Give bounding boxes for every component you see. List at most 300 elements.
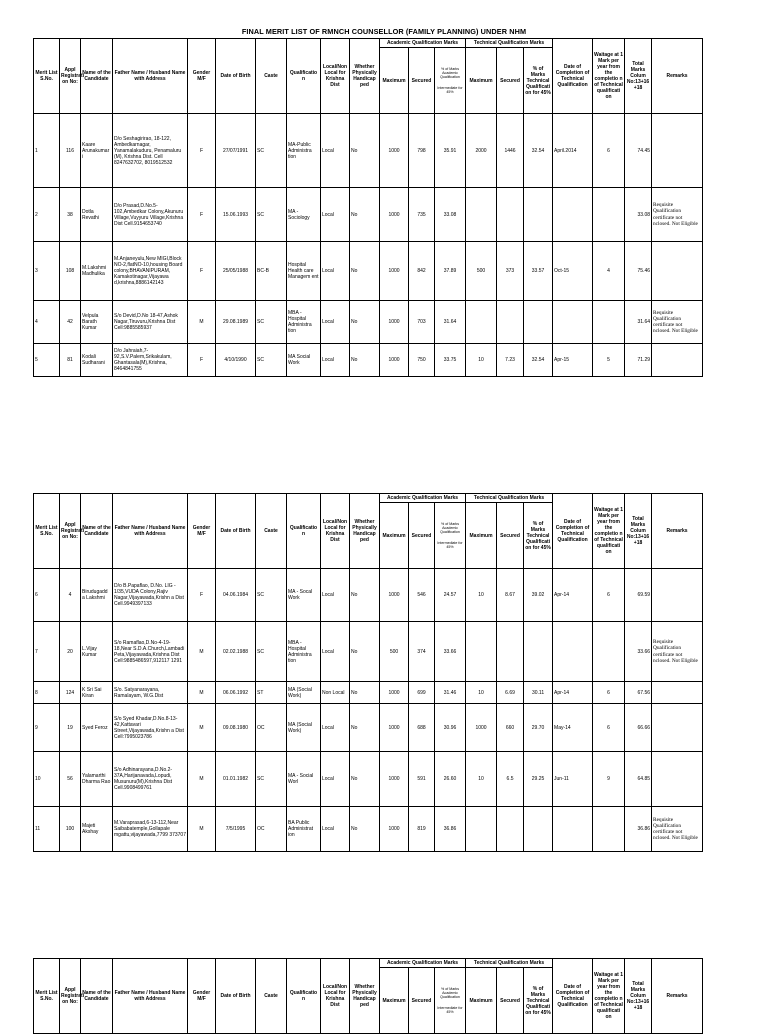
cell-appl: 116 [60, 114, 81, 188]
cell-dob: 02.02.1988 [216, 622, 256, 682]
cell-tpct: 32.54 [524, 114, 553, 188]
cell-local: Local [321, 242, 350, 301]
cell-comp: April.2014 [553, 114, 593, 188]
header-tech-secured: Secured [497, 48, 524, 114]
header-caste: Caste [256, 959, 287, 1034]
cell-qual: MBA - Hospital Administra tion [287, 622, 321, 682]
cell-ph: No [350, 569, 380, 622]
header-technical-group: Technical Qualification Marks [466, 959, 553, 968]
table-row [34, 569, 703, 622]
cell-appl: 4 [60, 569, 81, 622]
cell-tmax [466, 188, 497, 242]
table-row [34, 752, 703, 807]
cell-sec: 750 [409, 344, 435, 377]
header-tech-secured: Secured [497, 968, 524, 1034]
header-academic-group: Academic Qualification Marks [380, 494, 466, 503]
header-gender: Gender M/F [188, 494, 216, 569]
cell-sno: 4 [34, 301, 60, 344]
cell-tpct: 33.57 [524, 242, 553, 301]
cell-ph: No [350, 622, 380, 682]
cell-pct: 26.60 [435, 752, 466, 807]
cell-name: Dotla Revathi [81, 188, 113, 242]
cell-dob: 09.08.1980 [216, 704, 256, 752]
cell-remarks: Requisite Qualification certificate not nclosed. Not Eligible [652, 622, 703, 682]
cell-local: Local [321, 807, 350, 852]
cell-appl: 108 [60, 242, 81, 301]
cell-tpct: 32.54 [524, 344, 553, 377]
table-row [34, 242, 703, 301]
cell-local: Local [321, 114, 350, 188]
cell-pct: 35.91 [435, 114, 466, 188]
cell-qual: MA-Public Administra tion [287, 114, 321, 188]
cell-tpct: 39.02 [524, 569, 553, 622]
cell-tsec: 660 [497, 704, 524, 752]
cell-total: 33.66 [625, 622, 652, 682]
cell-ph: No [350, 807, 380, 852]
header-local: Local/Non Local for Krishna Dist [321, 39, 350, 114]
header-total: Total Marks Colum No:13+16 +18 [625, 39, 652, 114]
cell-total: 67.56 [625, 682, 652, 704]
cell-local: Local [321, 344, 350, 377]
header-academic-group: Academic Qualification Marks [380, 39, 466, 48]
cell-comp: Jun-11 [553, 752, 593, 807]
cell-local: Non Local [321, 682, 350, 704]
cell-caste: SC [256, 752, 287, 807]
cell-pct: 33.75 [435, 344, 466, 377]
cell-caste: OC [256, 807, 287, 852]
cell-max: 1000 [380, 188, 409, 242]
cell-wt: 5 [593, 344, 625, 377]
cell-caste: SC [256, 569, 287, 622]
cell-max: 1000 [380, 242, 409, 301]
cell-ph: No [350, 188, 380, 242]
header-caste: Caste [256, 494, 287, 569]
header-completion: Date of Completion of Technical Qualification [553, 494, 593, 569]
cell-ph: No [350, 682, 380, 704]
cell-tsec: 7.23 [497, 344, 524, 377]
header-pct-academic-label: % of Marks Academic Qualification [440, 66, 460, 80]
cell-tsec [497, 188, 524, 242]
header-completion: Date of Completion of Technical Qualification [553, 959, 593, 1034]
cell-dob: 29.08.1989 [216, 301, 256, 344]
cell-appl: 100 [60, 807, 81, 852]
cell-caste: SC [256, 344, 287, 377]
cell-gender: F [188, 344, 216, 377]
cell-caste: OC [256, 704, 287, 752]
cell-dob: 27/07/1991 [216, 114, 256, 188]
table-row [34, 188, 703, 242]
table-row [34, 301, 703, 344]
header-weightage: Waitage at 1 Mark per year from the completio n of Technical qualificati on [593, 39, 625, 114]
header-total: Total Marks Colum No:13+16 +18 [625, 959, 652, 1034]
cell-dob: 4/10/1990 [216, 344, 256, 377]
cell-pct: 33.66 [435, 622, 466, 682]
cell-sno: 5 [34, 344, 60, 377]
cell-qual: MBA - Hospital Administra tion [287, 301, 321, 344]
cell-pct: 37.89 [435, 242, 466, 301]
cell-name: Birudugadd a Lakshmi [81, 569, 113, 622]
cell-caste: SC [256, 114, 287, 188]
cell-father: D/o Prasad,D.No.5-102,Ambedkar Colony,Akunuru Village,Vuyyuru Village,Krishna Dist Cell.9154653740 [113, 188, 188, 242]
cell-name: Kaare Arunakumar i [81, 114, 113, 188]
cell-total: 36.86 [625, 807, 652, 852]
header-father: Father Name / Husband Name with Address [113, 959, 188, 1034]
cell-max: 1000 [380, 344, 409, 377]
cell-tmax: 2000 [466, 114, 497, 188]
header-dob: Date of Birth [216, 959, 256, 1034]
header-father: Father Name / Husband Name with Address [113, 494, 188, 569]
cell-tsec: 8.67 [497, 569, 524, 622]
cell-remarks [652, 242, 703, 301]
cell-appl: 81 [60, 344, 81, 377]
cell-sno: 11 [34, 807, 60, 852]
cell-sno: 10 [34, 752, 60, 807]
cell-local: Local [321, 188, 350, 242]
header-handicap: Whether Physically Handicap ped [350, 959, 380, 1034]
header-name: Name of the Candidate [81, 959, 113, 1034]
header-tech-maximum: Maximum [466, 503, 497, 569]
cell-total: 71.29 [625, 344, 652, 377]
cell-father: D/o Seshagirirao, 18-122, Ambedkarnagar, Yanamalakuduru, Penamaluru (M), Krishna Dist. Cell 8247632702, 8019512532 [113, 114, 188, 188]
merit-table-2 [33, 493, 703, 852]
cell-gender: F [188, 242, 216, 301]
cell-qual: MA Social Work [287, 344, 321, 377]
cell-tmax: 500 [466, 242, 497, 301]
header-pct-academic-label: % of Marks Academic Qualification [440, 986, 460, 1000]
cell-sec: 591 [409, 752, 435, 807]
header-pct-technical: % of Marks Technical Qualificati on for 45% [524, 968, 553, 1034]
cell-max: 500 [380, 622, 409, 682]
header-secured: Secured [409, 48, 435, 114]
header-merit-sno: Merit List S.No. [34, 494, 60, 569]
cell-tmax [466, 807, 497, 852]
cell-appl: 19 [60, 704, 81, 752]
cell-dob: 15.06.1993 [216, 188, 256, 242]
header-intermediate-label: Intermediate for 45% [437, 540, 463, 549]
cell-wt: 6 [593, 114, 625, 188]
cell-tsec: 1446 [497, 114, 524, 188]
header-gender: Gender M/F [188, 39, 216, 114]
cell-gender: M [188, 301, 216, 344]
cell-wt [593, 807, 625, 852]
cell-tpct: 30.11 [524, 682, 553, 704]
cell-father: S/o Adhinarayana,D.No.2-37A,Harijanavada,Lopudi, Musunuru(M),Krishna Dist Cell.9908499761 [113, 752, 188, 807]
cell-wt [593, 301, 625, 344]
header-gender: Gender M/F [188, 959, 216, 1034]
cell-remarks [652, 114, 703, 188]
cell-qual: MA - Social Worl [287, 752, 321, 807]
table-row [34, 114, 703, 188]
cell-sec: 819 [409, 807, 435, 852]
cell-caste: SC [256, 301, 287, 344]
cell-tmax: 1000 [466, 704, 497, 752]
page-title: FINAL MERIT LIST OF RMNCH COUNSELLOR (FAMILY PLANNING) UNDER NHM [241, 27, 527, 36]
header-academic-group: Academic Qualification Marks [380, 959, 466, 968]
cell-wt: 6 [593, 704, 625, 752]
header-secured: Secured [409, 503, 435, 569]
cell-wt: 4 [593, 242, 625, 301]
header-appl-reg: Appl Registrati on No: [60, 39, 81, 114]
cell-sno: 8 [34, 682, 60, 704]
cell-comp [553, 807, 593, 852]
header-maximum: Maximum [380, 503, 409, 569]
header-handicap: Whether Physically Handicap ped [350, 39, 380, 114]
cell-sec: 842 [409, 242, 435, 301]
cell-pct: 24.57 [435, 569, 466, 622]
cell-tmax: 10 [466, 569, 497, 622]
header-merit-sno: Merit List S.No. [34, 39, 60, 114]
cell-ph: No [350, 752, 380, 807]
header-father: Father Name / Husband Name with Address [113, 39, 188, 114]
cell-tsec: 373 [497, 242, 524, 301]
cell-max: 1000 [380, 752, 409, 807]
cell-pct: 33.08 [435, 188, 466, 242]
header-remarks: Remarks [652, 39, 703, 114]
cell-qual: MA (Social Work) [287, 682, 321, 704]
header-appl-reg: Appl Registrati on No: [60, 959, 81, 1034]
cell-gender: M [188, 704, 216, 752]
cell-pct: 31.64 [435, 301, 466, 344]
cell-sec: 688 [409, 704, 435, 752]
cell-father: D/o Jahraiah,7-92,S.V.Palem,Srikakulam, Ghantasala(M),Krishna, 8464841755 [113, 344, 188, 377]
cell-local: Local [321, 752, 350, 807]
cell-name: Yalamarthi Dharma Rao [81, 752, 113, 807]
cell-gender: F [188, 114, 216, 188]
cell-ph: No [350, 704, 380, 752]
cell-total: 74.45 [625, 114, 652, 188]
cell-sec: 699 [409, 682, 435, 704]
cell-qual: MA - Socal Work [287, 569, 321, 622]
cell-max: 1000 [380, 301, 409, 344]
header-intermediate-label: Intermediate for 45% [437, 1005, 463, 1014]
cell-local: Local [321, 704, 350, 752]
header-dob: Date of Birth [216, 494, 256, 569]
cell-sec: 735 [409, 188, 435, 242]
cell-tpct [524, 622, 553, 682]
header-tech-maximum: Maximum [466, 968, 497, 1034]
header-tech-secured: Secured [497, 503, 524, 569]
cell-name: Kodali Sudharani [81, 344, 113, 377]
cell-total: 75.46 [625, 242, 652, 301]
cell-tmax [466, 622, 497, 682]
cell-comp: Oct-15 [553, 242, 593, 301]
header-technical-group: Technical Qualification Marks [466, 39, 553, 48]
cell-father: S/o Ramaflao,D.No-4-19-18,Near S.D.A.Church,Lambadi Peta,Vijayawada,Krishna Dist Cell:9885486597,912117 1291 [113, 622, 188, 682]
cell-father: S/o Syed Khadar,D.No.8-13-42,Kattavari Street,Vijayawada,Krishn a Dist Cell:7995023786 [113, 704, 188, 752]
cell-total: 66.66 [625, 704, 652, 752]
header-total: Total Marks Colum No:13+16 +18 [625, 494, 652, 569]
header-qualification: Qualificatio n [287, 494, 321, 569]
cell-max: 1000 [380, 807, 409, 852]
cell-sno: 9 [34, 704, 60, 752]
cell-qual: Hospital Health care Managem ent [287, 242, 321, 301]
cell-sno: 6 [34, 569, 60, 622]
header-pct-academic [435, 48, 466, 114]
cell-total: 64.85 [625, 752, 652, 807]
cell-dob: 01.01.1982 [216, 752, 256, 807]
cell-local: Local [321, 301, 350, 344]
cell-gender: M [188, 622, 216, 682]
cell-name: Majeti Akshay [81, 807, 113, 852]
header-qualification: Qualificatio n [287, 959, 321, 1034]
header-tech-maximum: Maximum [466, 48, 497, 114]
header-intermediate-label: Intermediate for 45% [437, 85, 463, 94]
cell-max: 1000 [380, 114, 409, 188]
cell-comp [553, 188, 593, 242]
cell-gender: F [188, 569, 216, 622]
table-row [34, 807, 703, 852]
cell-name: L.Vijay Kumar [81, 622, 113, 682]
cell-tsec [497, 301, 524, 344]
cell-sno: 1 [34, 114, 60, 188]
cell-max: 1000 [380, 704, 409, 752]
cell-appl: 38 [60, 188, 81, 242]
header-secured: Secured [409, 968, 435, 1034]
cell-tsec: 6.5 [497, 752, 524, 807]
cell-ph: No [350, 344, 380, 377]
cell-tpct [524, 301, 553, 344]
header-maximum: Maximum [380, 48, 409, 114]
cell-father: M.Varaprasad,6-13-112,Near Saibabatemple,Gollapale mgattu,vijayawada,7799 373707 [113, 807, 188, 852]
merit-table-1 [33, 38, 703, 377]
cell-wt [593, 188, 625, 242]
cell-qual: MA - Sociology [287, 188, 321, 242]
header-name: Name of the Candidate [81, 494, 113, 569]
cell-dob: 25/05/1988 [216, 242, 256, 301]
header-pct-academic [435, 968, 466, 1034]
cell-remarks [652, 682, 703, 704]
cell-gender: M [188, 752, 216, 807]
cell-tmax: 10 [466, 682, 497, 704]
cell-appl: 42 [60, 301, 81, 344]
cell-max: 1000 [380, 569, 409, 622]
cell-gender: M [188, 807, 216, 852]
cell-total: 31.64 [625, 301, 652, 344]
cell-wt: 9 [593, 752, 625, 807]
cell-pct: 31.46 [435, 682, 466, 704]
table-row [34, 344, 703, 377]
cell-appl: 20 [60, 622, 81, 682]
cell-remarks: Requisite Qualification certificate not nclosed. Not Eligible [652, 188, 703, 242]
cell-remarks [652, 704, 703, 752]
cell-comp [553, 622, 593, 682]
header-maximum: Maximum [380, 968, 409, 1034]
header-name: Name of the Candidate [81, 39, 113, 114]
cell-appl: 124 [60, 682, 81, 704]
header-merit-sno: Merit List S.No. [34, 959, 60, 1034]
cell-tsec: 6.69 [497, 682, 524, 704]
cell-father: M.Anjaneyulu,New MIGI,Block NO-2,flatNO-10,housing Board colony,BHAVANIPURAM, Kamakotinagar,Vijayawa d,krishna,8886142143 [113, 242, 188, 301]
table-row [34, 622, 703, 682]
cell-caste: SC [256, 622, 287, 682]
cell-remarks [652, 569, 703, 622]
cell-tsec [497, 807, 524, 852]
header-dob: Date of Birth [216, 39, 256, 114]
cell-qual: MA (Social Work) [287, 704, 321, 752]
cell-ph: No [350, 114, 380, 188]
header-pct-academic [435, 503, 466, 569]
cell-sno: 2 [34, 188, 60, 242]
cell-tsec [497, 622, 524, 682]
header-remarks: Remarks [652, 494, 703, 569]
header-appl-reg: Appl Registrati on No: [60, 494, 81, 569]
cell-wt: 6 [593, 682, 625, 704]
cell-sno: 7 [34, 622, 60, 682]
cell-total: 69.59 [625, 569, 652, 622]
cell-dob: 04.06.1984 [216, 569, 256, 622]
header-qualification: Qualificatio n [287, 39, 321, 114]
cell-local: Local [321, 569, 350, 622]
cell-wt: 6 [593, 569, 625, 622]
cell-comp [553, 301, 593, 344]
cell-dob: 7/5/1995 [216, 807, 256, 852]
cell-comp: Apr-14 [553, 682, 593, 704]
header-weightage: Waitage at 1 Mark per year from the completio n of Technical qualificati on [593, 959, 625, 1034]
cell-wt [593, 622, 625, 682]
cell-father: S/o Devid,D.No 18-47,Ashok Nagar,Tiruvuru,Krishna Dist Cell:9885585937 [113, 301, 188, 344]
cell-name: M.Lakshmi Madhulika [81, 242, 113, 301]
cell-name: K Sri Sai Kiran [81, 682, 113, 704]
cell-tpct [524, 188, 553, 242]
header-weightage: Waitage at 1 Mark per year from the completio n of Technical qualificati on [593, 494, 625, 569]
cell-caste: BC-B [256, 242, 287, 301]
header-pct-technical: % of Marks Technical Qualificati on for 45% [524, 48, 553, 114]
cell-sec: 798 [409, 114, 435, 188]
cell-max: 1000 [380, 682, 409, 704]
header-caste: Caste [256, 39, 287, 114]
header-technical-group: Technical Qualification Marks [466, 494, 553, 503]
header-remarks: Remarks [652, 959, 703, 1034]
table-row [34, 704, 703, 752]
cell-tmax: 10 [466, 344, 497, 377]
cell-ph: No [350, 301, 380, 344]
cell-total: 33.08 [625, 188, 652, 242]
header-handicap: Whether Physically Handicap ped [350, 494, 380, 569]
header-pct-technical: % of Marks Technical Qualificati on for 45% [524, 503, 553, 569]
cell-remarks: Requisite Qualification certificate not nclosed. Not Eligible [652, 807, 703, 852]
cell-sno: 3 [34, 242, 60, 301]
header-completion: Date of Completion of Technical Qualification [553, 39, 593, 114]
cell-remarks: Requisite Qualification certificate not nclosed. Not Eligible [652, 301, 703, 344]
cell-tpct [524, 807, 553, 852]
cell-sec: 374 [409, 622, 435, 682]
cell-sec: 703 [409, 301, 435, 344]
cell-gender: M [188, 682, 216, 704]
merit-table-3 [33, 958, 703, 1034]
cell-father: S/o. Satyanarayana, Ramalayam, W.G.Dist [113, 682, 188, 704]
cell-name: Velpula Barath Kumar [81, 301, 113, 344]
cell-dob: 06.06.1992 [216, 682, 256, 704]
cell-pct: 30.96 [435, 704, 466, 752]
cell-comp: May-14 [553, 704, 593, 752]
cell-tpct: 29.25 [524, 752, 553, 807]
cell-comp: Apr-14 [553, 569, 593, 622]
cell-tmax: 10 [466, 752, 497, 807]
cell-appl: 56 [60, 752, 81, 807]
cell-local: Local [321, 622, 350, 682]
table-row [34, 682, 703, 704]
cell-name: Syed Feroz [81, 704, 113, 752]
header-pct-academic-label: % of Marks Academic Qualification [440, 521, 460, 535]
cell-sec: 546 [409, 569, 435, 622]
cell-remarks [652, 344, 703, 377]
cell-father: D/o B.Papaflao, D.No. LIG - 1/35,VUDA Colony,Rajiv Nagar,Vijayawada,Krishn a Dist Cell.9949397133 [113, 569, 188, 622]
cell-tmax [466, 301, 497, 344]
cell-gender: F [188, 188, 216, 242]
header-local: Local/Non Local for Krishna Dist [321, 959, 350, 1034]
header-local: Local/Non Local for Krishna Dist [321, 494, 350, 569]
cell-caste: ST [256, 682, 287, 704]
